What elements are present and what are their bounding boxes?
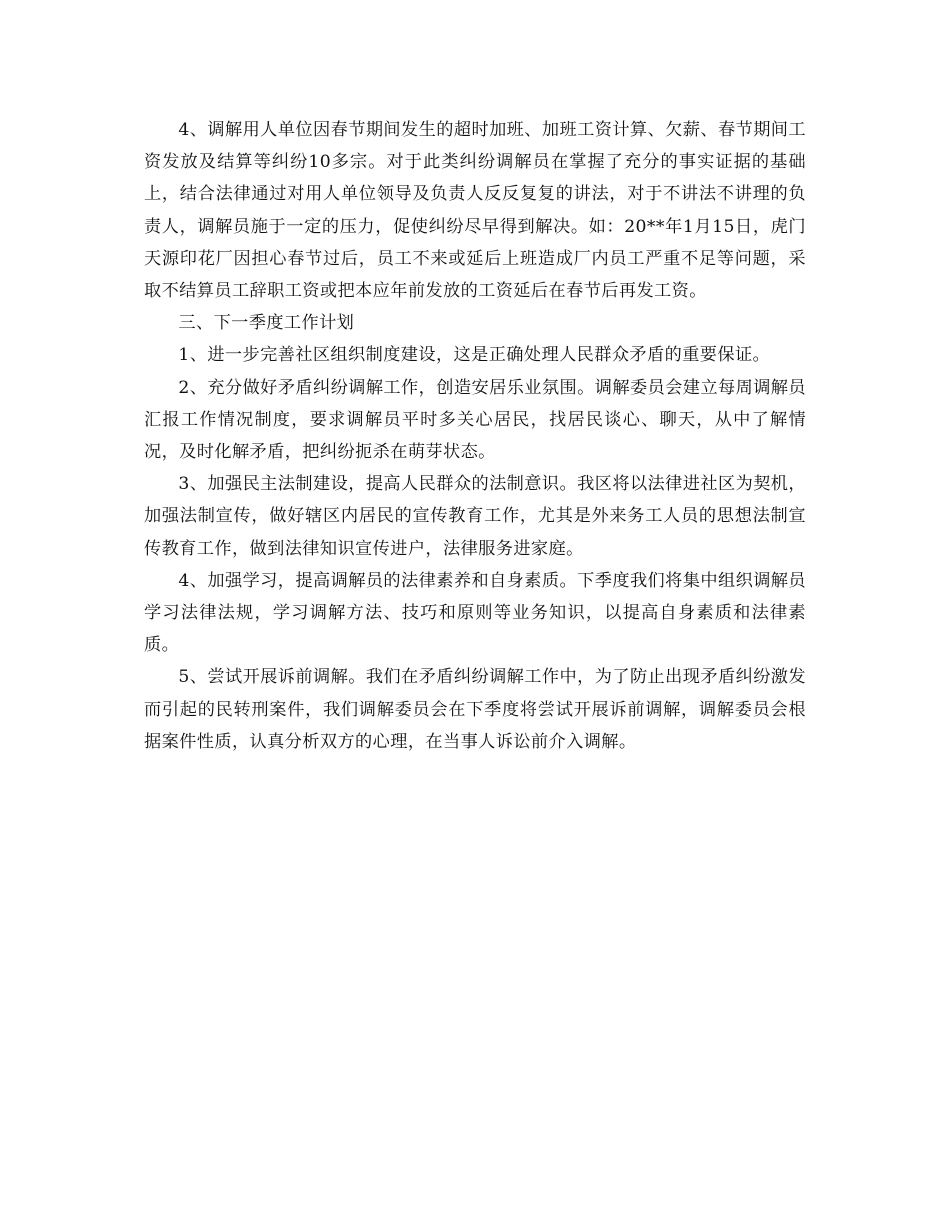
plan-item-1: 1、进一步完善社区组织制度建设，这是正确处理人民群众矛盾的重要保证。	[178, 345, 771, 366]
section-heading-next-quarter-plan: 三、下一季度工作计划	[178, 313, 355, 334]
plan-item-3: 3、加强民主法制建设，提高人民群众的法制意识。我区将以法律进社区为契机，加强法制宣传，做好辖区内居民的宣传教育工作，尤其是外来务工人员的思想法制宣传教育工作，做到法律知识宣传进户，法律服务进家庭。	[144, 474, 806, 559]
paragraph-item-4-mediation-overtime: 4、调解用人单位因春节期间发生的超时加班、加班工资计算、欠薪、春节期间工资发放及结算等纠纷10多宗。对于此类纠纷调解员在掌握了充分的事实证据的基础上，结合法律通过对用人单位领导及负责人反反复复的讲法，对于不讲法不讲理的负责人，调解员施于一定的压力，促使纠纷尽早得到解决。如：20**年1月15日，虎门天源印花厂因担心春节过后，员工不来或延后上班造成厂内员工严重不足等问题，采取不结算员工辞职工资或把本应年前发放的工资延后在春节后再发工资。	[144, 120, 806, 302]
document-body	[144, 114, 806, 758]
plan-item-5: 5、尝试开展诉前调解。我们在矛盾纠纷调解工作中，为了防止出现矛盾纠纷激发而引起的民转刑案件，我们调解委员会在下季度将尝试开展诉前调解，调解委员会根据案件性质，认真分析双方的心理，在当事人诉讼前介入调解。	[144, 667, 806, 752]
plan-item-2: 2、充分做好矛盾纠纷调解工作，创造安居乐业氛围。调解委员会建立每周调解员汇报工作情况制度，要求调解员平时多关心居民，找居民谈心、聊天，从中了解情况，及时化解矛盾，把纠纷扼杀在萌芽状态。	[144, 377, 806, 463]
plan-item-4: 4、加强学习，提高调解员的法律素养和自身素质。下季度我们将集中组织调解员学习法律法规，学习调解方法、技巧和原则等业务知识，以提高自身素质和法律素质。	[144, 570, 806, 656]
